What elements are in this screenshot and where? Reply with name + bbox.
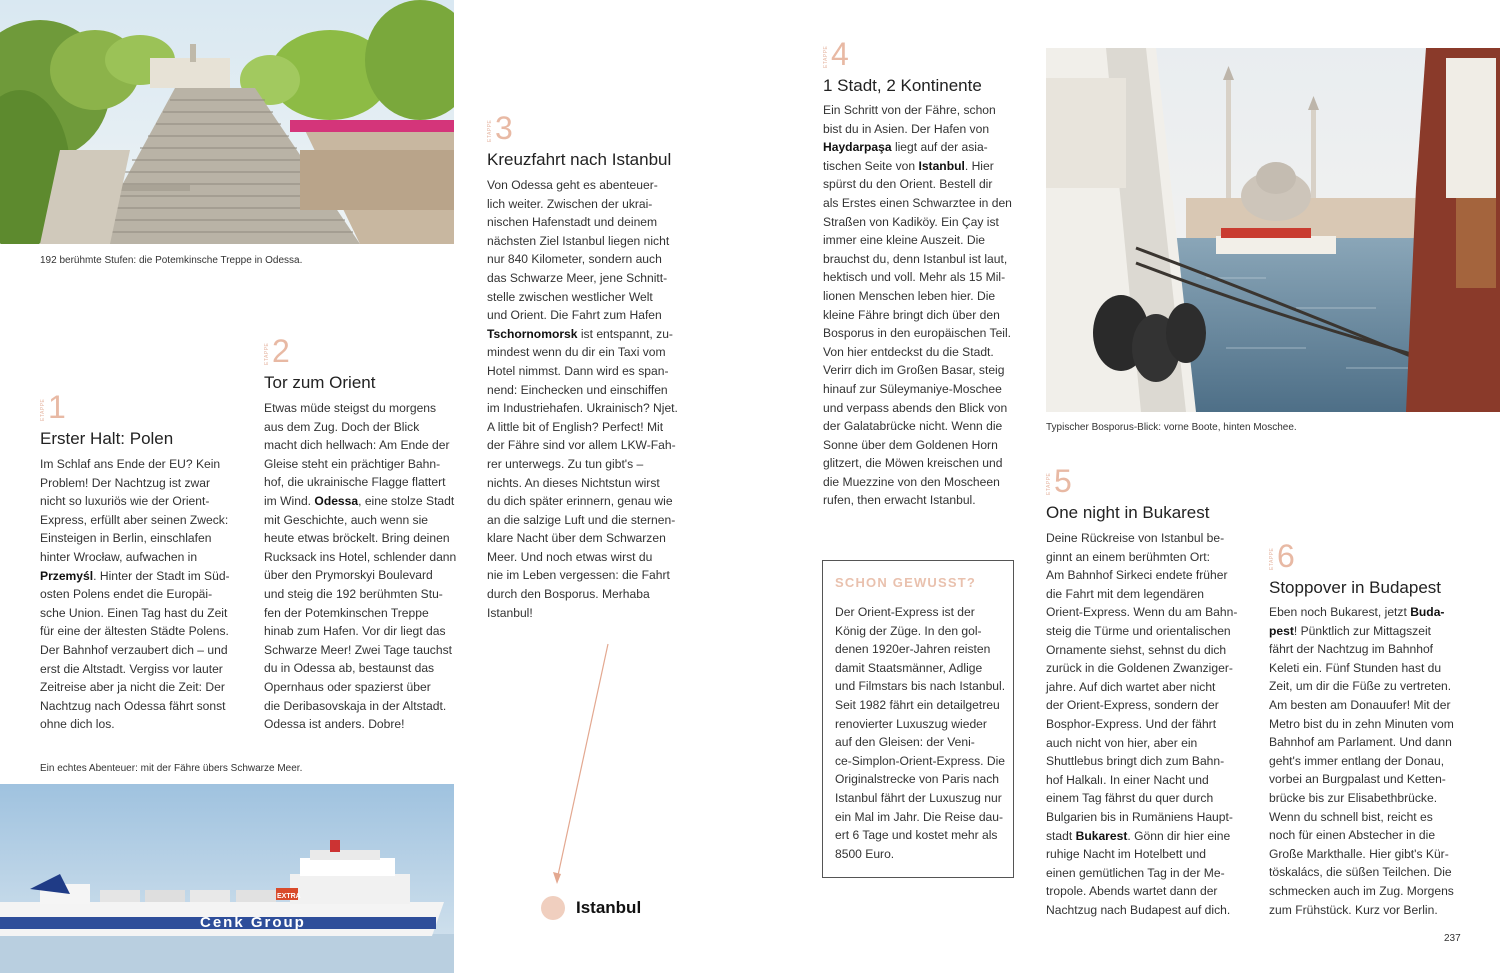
destination-dot	[541, 896, 565, 920]
stage-title: Tor zum Orient	[264, 373, 376, 392]
ship-name: Cenk Group	[200, 914, 306, 931]
stage-title: Stoppover in Budapest	[1269, 578, 1442, 597]
text-run: . Hinter der Stadt im Süd- osten Polens endet die Europäi- sche Union. Einen Tag hast du Zeit für eine der ältesten Städte Polens. Der Bahnhof verzaubert dich – und erst die Altstadt. Vergiss vor lauter Zeitreise aber ja nicht die Zeit: Der Nachtzug nach Odessa fährt sonst ohne dich los.	[40, 568, 230, 732]
stage-title: One night in Bukarest	[1046, 503, 1210, 522]
bold-keyword: Bukarest	[1075, 828, 1128, 843]
text-run: , eine stolze Stadt mit Geschichte, auch wenn sie heute etwas bröckelt. Bring deinen Rucksack ins Hotel, schlender dann über den Prymorskyi Boulevard und steig die 192 berühmten Stu- fen der Potemkinschen Treppe hinab zum Hafen. Vor dir liegt das Schwarze Meer! Zwei Tage tauchst du in Odessa ab, bestaunst das Opernhaus oder spazierst über die Deribasovskaja in der Altstadt. Odessa ist anders. Dobre!	[264, 493, 457, 732]
stage-number: 5	[1054, 463, 1072, 499]
text-run: Eben noch Bukarest, jetzt	[1269, 605, 1411, 619]
stage-word: ETAPPE	[823, 45, 829, 68]
route-arrow	[540, 640, 620, 890]
bold-keyword: Istanbul	[918, 158, 965, 173]
fact-box-heading: SCHON GEWUSST?	[835, 575, 977, 590]
stage-word: ETAPPE	[40, 398, 46, 421]
bold-keyword: Przemyśl	[40, 568, 94, 583]
stage-number: 2	[272, 333, 290, 369]
stage-4-text	[823, 101, 1023, 510]
stage-number: 4	[831, 36, 849, 72]
stage-6-text	[1269, 603, 1469, 919]
bold-keyword: Haydarpaşa	[823, 140, 892, 155]
stage-3-text	[487, 176, 687, 622]
text-run: Von Odessa geht es abenteuer- lich weiter. Zwischen der ukrai- nischen Hafenstadt und deinem nächsten Ziel Istanbul liegen nicht nur 840 Kilometer, sondern auch das Schwarze Meer, jene Schnitt- stelle zwischen westlicher Welt und Orient. Die Fahrt zum Hafen	[487, 178, 670, 323]
text-run: Ein Schritt von der Fähre, schon bist du in Asien. Der Hafen von	[823, 103, 996, 136]
photo-ferry	[0, 784, 454, 973]
stage-word: ETAPPE	[264, 342, 270, 365]
stage-title: Erster Halt: Polen	[40, 429, 174, 448]
text-run: . Gönn dir hier eine ruhige Nacht im Hotelbett und einen gemütlichen Tag in der Me- tropole. Abends wartet dann der Nachtzug nach Budapest auf dich.	[1046, 828, 1231, 917]
stage-word: ETAPPE	[487, 119, 493, 142]
text-run: . Hier spürst du den Orient. Bestell dir als Erstes einen Schwarztee in den Straßen von Kadiköy. Ein Çay ist immer eine kleine Auszeit. Die brauchst du, denn Istanbul ist laut, hektisch und voll. Mehr als 15 Mil- lionen Menschen leben hier. Die kleine Fähre bringt dich über den Bosporus in den europäischen Teil. Von hier entdeckst du die Stadt. Verirr dich im Großen Basar, steig hinauf zur Süleymaniye-Moschee und verpass abends den Blick von der Galatabrücke nicht. Wenn die Sonne über dem Goldenen Horn glitzert, die Möwen kreischen und die Muezzine von den Moscheen rufen, then erwacht Istanbul.	[823, 158, 1012, 508]
text-run: ! Pünktlich zur Mittagszeit fährt der Nachtzug im Bahnhof Keleti ein. Fünf Stunden hast du Zeit, um dir die Füße zu vertreten. Am besten am Donauufer! Mit der Metro bist du in zehn Minuten vom Bahnhof am Parlament. Und dann geht's immer entlang der Donau, vorbei an Burgpalast und Ketten- brücke bis zur Elisabethbrücke. Wenn du schnell bist, reicht es noch für einen Abstecher in die Große Markthalle. Hier gibt's Kür- töskalács, die süßen Teilchen. Die schmecken auch im Zug. Morgens zum Frühstück. Kurz vor Berlin.	[1269, 623, 1454, 917]
stage-2-text	[264, 399, 464, 734]
stage-number: 6	[1277, 538, 1295, 574]
stage-4-header	[823, 38, 1043, 98]
stage-title: 1 Stadt, 2 Kontinente	[823, 76, 982, 95]
bold-keyword: Odessa	[314, 493, 359, 508]
text-run: liegt auf der asia- tischen Seite von	[823, 140, 988, 173]
photo-bosporus	[1046, 48, 1500, 412]
fact-box	[822, 560, 1014, 878]
page-number: 237	[1444, 933, 1461, 944]
stage-3-header	[487, 112, 707, 172]
text-run: Etwas müde steigst du morgens aus dem Zug. Doch der Blick macht dich hellwach: Am Ende der Gleise steht ein prächtiger Bahn- hof, die ukrainische Flagge flattert im Wind.	[264, 401, 450, 508]
text-run: ist entspannt, zu- mindest wenn du dir ein Taxi vom Hotel nimmst. Dann wird es span- nend: Einchecken und einschiffen im Industriehafen. Ukrainisch? Njet. A little bit of English? Perfect! Mit der Fähre sind vor allem LKW-Fah- rer unterwegs. Zu tun gibt's – nichts. An dieses Nichtstun wirst du dich später erinnern, genau wie an die salzige Luft und die sternen- klare Nacht über dem Schwarzen Meer. Und noch etwas wirst du nie im Leben vergessen: die Fahrt durch den Bosporus. Merhaba Istanbul!	[487, 326, 678, 620]
caption-bosporus: Typischer Bosporus-Blick: vorne Boote, hinten Moschee.	[1046, 422, 1297, 433]
stage-number: 3	[495, 110, 513, 146]
stage-6-header	[1269, 540, 1489, 600]
stage-2-header	[264, 335, 484, 395]
stage-title: Kreuzfahrt nach Istanbul	[487, 150, 672, 169]
stage-5-header	[1046, 465, 1266, 525]
caption-stairs: 192 berühmte Stufen: die Potemkinsche Treppe in Odessa.	[40, 255, 303, 266]
text-run: Deine Rückreise von Istanbul be- ginnt an einem berühmten Ort: Am Bahnhof Sirkeci endete früher die Fahrt mit dem legendären Orient-Express. Wenn du am Bahn- steig die Türme und orientalischen Ornamente siehst, sehnst du dich zurück in die Goldenen Zwanziger- jahre. Auf dich wartet aber nicht der Orient-Express, sondern der Bosphor-Express. Und der fährt auch nicht von hier, aber ein Shuttlebus bringt dich zum Bahn- hof Halkalı. In einer Nacht und einem Tag fährst du quer durch Bulgarien bis in Rumäniens Haupt- stadt	[1046, 531, 1238, 843]
stage-1-text	[40, 455, 240, 734]
destination-label: Istanbul	[576, 898, 642, 917]
bold-keyword: Buda- pest	[1269, 605, 1445, 638]
stage-number: 1	[48, 389, 66, 425]
bold-keyword: Tschornomorsk	[487, 326, 578, 341]
ship-badge: EXTRA	[277, 893, 301, 900]
stage-word: ETAPPE	[1046, 472, 1052, 495]
stage-5-text	[1046, 529, 1246, 919]
stage-1-header	[40, 391, 260, 451]
photo-potemkin-stairs	[0, 0, 454, 244]
caption-ferry: Ein echtes Abenteuer: mit der Fähre übers Schwarze Meer.	[40, 763, 303, 774]
text-run: Im Schlaf ans Ende der EU? Kein Problem! Der Nachtzug ist zwar nicht so luxuriös wie der Orient- Express, erfüllt aber seinen Zweck: Einsteigen in Berlin, einschlafen hinter Wrocław, aufwachen in	[40, 457, 229, 564]
stage-word: ETAPPE	[1269, 547, 1275, 570]
fact-box-text: Der Orient-Express ist der König der Züge. In den gol- denen 1920er-Jahren reisten damit Staatsmänner, Adlige und Filmstars bis nach Istanbul. Seit 1982 fährt ein detailgetreu renovierter Luxuszug wieder auf den Gleisen: der Veni- ce-Simplon-Orient-Express. Die Originalstrecke von Paris nach Istanbul fährt der Luxuszug nur ein Mal im Jahr. Die Reise dau- ert 6 Tage und kostet mehr als 8500 Euro.	[835, 605, 1006, 861]
